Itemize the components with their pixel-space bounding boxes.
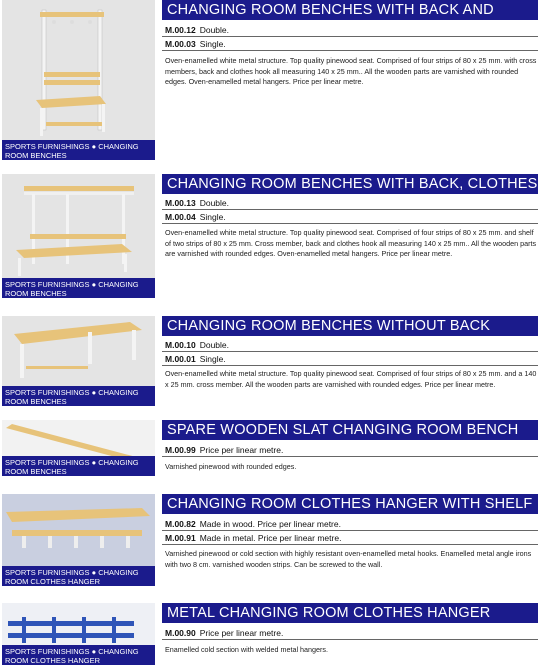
product-image <box>2 0 155 160</box>
product-code-row: M.00.04 Single. <box>162 211 538 224</box>
section-title: CHANGING ROOM BENCHES WITH BACK, CLOTHES <box>162 174 538 194</box>
product-description: Oven-enamelled white metal structure. Top quality pinewood seat. Comprised of four strips of 80 x 25 mm. and shelf of two strips of 80 x 25 mm. Cross member, back and clothes hook all measuring 140 x 25 mm.. All the wooden parts are varnished with rounded edges. Oven-enamelled metal hangers. Price per linear metre. <box>165 228 537 258</box>
product-code-row: M.00.91 Made in metal. Price per linear metre. <box>162 532 538 545</box>
thumbnail-caption: SPORTS FURNISHINGS ● CHANGING ROOM BENCHES <box>2 140 155 160</box>
section-title: CHANGING ROOM BENCHES WITHOUT BACK <box>162 316 538 336</box>
product-code-row: M.00.82 Made in wood. Price per linear metre. <box>162 518 538 531</box>
thumbnail-caption: SPORTS FURNISHINGS ● CHANGING ROOM BENCHES <box>2 456 155 476</box>
section-title: SPARE WOODEN SLAT CHANGING ROOM BENCH <box>162 420 538 440</box>
product-image <box>2 420 155 476</box>
section-title: METAL CHANGING ROOM CLOTHES HANGER <box>162 603 538 623</box>
bench-with-back-photo <box>2 0 155 160</box>
product-code-row: M.00.12 Double. <box>162 24 538 37</box>
product-description: Oven-enamelled white metal structure. Top quality pinewood seat. Comprised of four strips of 80 x 25 mm. and a 140 x 25 mm. cross member. All the wooden parts are varnished with rounded edges. Price per linear metre. <box>165 369 537 389</box>
product-description: Varnished pinewood with rounded edges. <box>165 462 297 471</box>
section-title: CHANGING ROOM CLOTHES HANGER WITH SHELF <box>162 494 538 514</box>
product-code-row: M.00.01 Single. <box>162 353 538 366</box>
product-image <box>2 174 155 298</box>
product-image <box>2 603 155 665</box>
product-code-row: M.00.10 Double. <box>162 339 538 352</box>
thumbnail-caption: SPORTS FURNISHINGS ● CHANGING ROOM CLOTHES HANGER <box>2 645 155 665</box>
product-description: Oven-enamelled white metal structure. Top quality pinewood seat. Comprised of four strips of 80 x 25 mm. with cross members, back and clothes hook all measuring 140 x 25 mm.. All the wooden parts are varnished with rounded edges. Oven-enamelled metal hangers. Price per linear metre. <box>165 56 537 86</box>
thumbnail-caption: SPORTS FURNISHINGS ● CHANGING ROOM CLOTHES HANGER <box>2 566 155 586</box>
product-image <box>2 316 155 406</box>
product-description: Varnished pinewood or cold section with highly resistant oven-enamelled metal hooks. Enamelled metal angle irons with two 8 cm. varnished wooden strips. Can be screwed to the wall. <box>165 549 532 569</box>
product-image <box>2 494 155 586</box>
thumbnail-caption: SPORTS FURNISHINGS ● CHANGING ROOM BENCHES <box>2 386 155 406</box>
product-code-row: M.00.99 Price per linear metre. <box>162 444 538 457</box>
product-code-row: M.00.13 Double. <box>162 197 538 210</box>
product-code-row: M.00.03 Single. <box>162 38 538 51</box>
product-description: Enamelled cold section with welded metal hangers. <box>165 645 329 654</box>
product-code-row: M.00.90 Price per linear metre. <box>162 627 538 640</box>
thumbnail-caption: SPORTS FURNISHINGS ● CHANGING ROOM BENCHES <box>2 278 155 298</box>
section-title: CHANGING ROOM BENCHES WITH BACK AND <box>162 0 538 20</box>
